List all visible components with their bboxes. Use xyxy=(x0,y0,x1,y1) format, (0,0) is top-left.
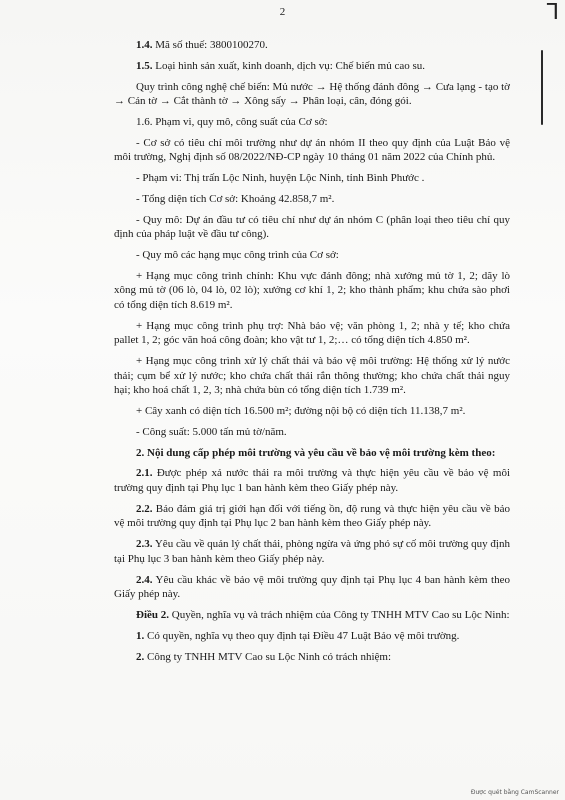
paragraph-text: - Tổng diện tích Cơ sở: Khoảng 42.858,7 m². xyxy=(136,192,335,205)
paragraph-text: - Cơ sở có tiêu chí môi trường như dự án nhóm II theo quy định của Luật Bảo vệ môi trường, Nghị định số 08/2022/NĐ-CP ngày 10 tháng 01 năm 2022 của Chính phủ. xyxy=(114,136,510,164)
paragraph-number: 1.5. xyxy=(136,59,153,72)
paragraph xyxy=(114,425,510,440)
paragraph-text: + Hạng mục công trình phụ trợ: Nhà bảo vệ; văn phòng 1, 2; nhà y tế; kho chứa pallet 1, 2; góc văn hoá công đoàn; kho vật tư 1, 2;… có tổng diện tích 4.850 m². xyxy=(114,319,510,347)
paragraph-text: 2. Nội dung cấp phép môi trường và yêu cầu về bảo vệ môi trường kèm theo: xyxy=(136,446,496,459)
paragraph-text: Có quyền, nghĩa vụ theo quy định tại Điều 47 Luật Bảo vệ môi trường. xyxy=(144,629,460,642)
paragraph xyxy=(114,248,510,263)
paragraph xyxy=(114,319,510,348)
paragraph-number: 1. xyxy=(136,629,145,642)
paragraph xyxy=(114,38,510,53)
paragraph xyxy=(114,629,510,644)
paragraph-text: - Quy mô các hạng mục công trình của Cơ sở: xyxy=(136,249,339,262)
paragraph xyxy=(114,171,510,186)
paragraph-number: Điều 2. xyxy=(136,608,169,621)
paragraph-text: + Cây xanh có diện tích 16.500 m²; đường nội bộ có diện tích 11.138,7 m². xyxy=(136,405,466,418)
paragraph xyxy=(114,608,510,623)
scan-edge-artifact xyxy=(541,50,543,125)
document-body xyxy=(114,38,510,670)
paragraph xyxy=(114,502,510,531)
paragraph xyxy=(114,136,510,165)
scan-corner-mark: ᒣ xyxy=(545,0,559,25)
paragraph-number: 2.1. xyxy=(136,467,153,480)
paragraph xyxy=(114,573,510,602)
paragraph-text: - Phạm vi: Thị trấn Lộc Ninh, huyện Lộc Ninh, tỉnh Bình Phước . xyxy=(136,172,425,185)
paragraph-number: 2.3. xyxy=(136,538,153,551)
paragraph xyxy=(114,115,510,130)
paragraph xyxy=(114,404,510,419)
paragraph xyxy=(114,537,510,566)
paragraph-text: Công ty TNHH MTV Cao su Lộc Ninh có trách nhiệm: xyxy=(144,650,392,663)
paragraph xyxy=(114,213,510,242)
paragraph-text: Yêu cầu khác về bảo vệ môi trường quy định tại Phụ lục 4 ban hành kèm theo Giấy phép này. xyxy=(114,573,510,601)
paragraph-number: 2.4. xyxy=(136,573,153,586)
paragraph-text: + Hạng mục công trình xử lý chất thải và bảo vệ môi trường: Hệ thống xử lý nước thải; cụm bể xử lý nước; kho chứa chất thải rắn thông thường; kho chứa chất thải nguy hại; kho hoá chất 1, 2, 3; nhà chứa bùn có tổng diện tích 1.739 m². xyxy=(114,355,510,397)
camscanner-footer: Được quét bằng CamScanner xyxy=(470,789,559,796)
paragraph-number: 2.2. xyxy=(136,502,153,515)
paragraph xyxy=(114,466,510,495)
paragraph-text: 1.6. Phạm vi, quy mô, công suất của Cơ sở: xyxy=(136,115,328,128)
paragraph-text: Được phép xả nước thải ra môi trường và thực hiện yêu cầu về bảo vệ môi trường quy định tại Phụ lục 1 ban hành kèm theo Giấy phép này. xyxy=(114,467,510,495)
paragraph-text: Bảo đảm giá trị giới hạn đối với tiếng ồn, độ rung và thực hiện yêu cầu về bảo vệ môi trường quy định tại Phụ lục 2 ban hành kèm theo Giấy phép này. xyxy=(114,502,510,530)
paragraph-text: Quy trình công nghệ chế biến: Mủ nước → Hệ thống đánh đông → Cưa lạng - tạo tờ → Cán tờ → Cắt thành tờ → Xông sấy → Phân loại, cân, đóng gói. xyxy=(114,80,510,108)
paragraph-text: Mã số thuế: 3800100270. xyxy=(152,39,268,51)
paragraph xyxy=(114,354,510,398)
paragraph-number: 1.4. xyxy=(136,39,153,51)
paragraph-number: 2. xyxy=(136,650,145,663)
paragraph-text: Loại hình sản xuất, kinh doanh, dịch vụ: Chế biến mủ cao su. xyxy=(152,59,426,72)
paragraph xyxy=(114,269,510,313)
paragraph xyxy=(114,59,510,74)
paragraph-text: Quyền, nghĩa vụ và trách nhiệm của Công ty TNHH MTV Cao su Lộc Ninh: xyxy=(169,608,510,621)
paragraph xyxy=(114,650,510,665)
paragraph-text: + Hạng mục công trình chính: Khu vực đánh đông; nhà xưởng mủ tờ 1, 2; dãy lò xông mủ tờ (06 lò, 04 lò, 02 lò); xưởng cơ khí 1, 2; kho thành phẩm; khu chứa sào phơi có tổng diện tích 8.619 m². xyxy=(114,269,510,311)
paragraph-text: - Quy mô: Dự án đầu tư có tiêu chí như dự án nhóm C (phân loại theo tiêu chí quy định của pháp luật về đầu tư công). xyxy=(114,213,510,241)
page-number: 2 xyxy=(279,6,286,18)
paragraph xyxy=(114,446,510,461)
paragraph-text: - Công suất: 5.000 tấn mủ tờ/năm. xyxy=(136,425,287,438)
paragraph-text: Yêu cầu về quản lý chất thải, phòng ngừa và ứng phó sự cố môi trường quy định tại Phụ lục 3 ban hành kèm theo Giấy phép này. xyxy=(114,538,510,565)
paragraph xyxy=(114,80,510,109)
paragraph xyxy=(114,192,510,207)
